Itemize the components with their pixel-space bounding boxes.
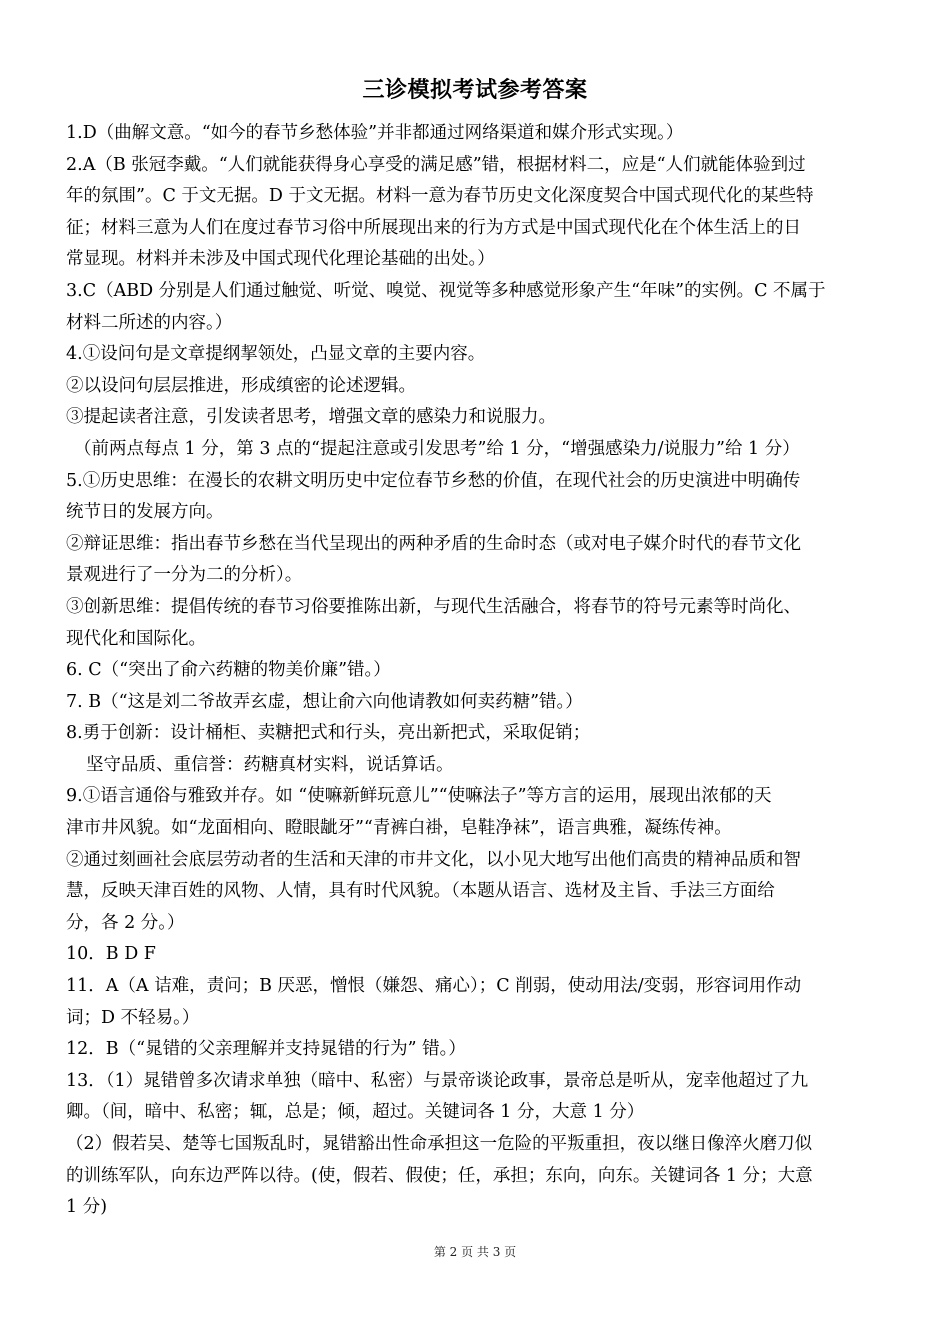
answer-5-line-cont: 统节日的发展方向。 (66, 502, 224, 523)
answer-4-scoring-note: （前两点每点 1 分，第 3 点的“提起注意或引发思考”给 1 分，“增强感染力/说服力”给 1 分） (74, 438, 800, 459)
answer-13-line-cont: 卿。（间，暗中、私密；辄，总是；倾，超过。关键词各 1 分，大意 1 分） (66, 1102, 645, 1123)
answer-3-line-cont: 材料二所述的内容。） (66, 312, 233, 333)
answer-2-line-cont: 年的氛围”。C 于文无据。D 于文无据。材料一意为春节历史文化深度契合中国式现代化的某些特 (66, 186, 814, 207)
answer-2-line: 2.A（B 张冠李戴。“人们就能获得身心享受的满足感”错，根据材料二，应是“人们就能体验到过 (66, 154, 806, 175)
answer-9-point-cont: 分，各 2 分。） (66, 912, 185, 933)
answer-5-point-cont: 景观进行了一分为二的分析）。 (66, 565, 303, 586)
answer-5-point: ③创新思维：提倡传统的春节习俗要推陈出新，与现代生活融合，将春节的符号元素等时尚化、 (66, 596, 801, 617)
answer-4-point: ③提起读者注意，引发读者思考，增强文章的感染力和说服力。 (66, 407, 556, 428)
answer-9-point-cont: 慧，反映天津百姓的风物、人情，具有时代风貌。（本题从语言、选材及主旨、手法三方面给 (66, 881, 775, 902)
answer-4-point: ②以设问句层层推进，形成缜密的论述逻辑。 (66, 375, 416, 396)
answer-9-point: ②通过刻画社会底层劳动者的生活和天津的市井文化，以小见大地写出他们高贵的精神品质和智 (66, 849, 801, 870)
answer-1-line: 1.D（曲解文意。“如今的春节乡愁体验”并非都通过网络渠道和媒介形式实现。） (66, 123, 684, 143)
answer-2-line-cont: 常显现。材料并未涉及中国式现代化理论基础的出处。） (66, 249, 495, 270)
answer-8-line-cont: 坚守品质、重信誉：药糖真材实料，说话算话。 (86, 754, 454, 775)
answer-13-part-2-cont: 的训练军队，向东边严阵以待。(使，假若、假使；任，承担；东向，向东。关键词各 1 分；大意 (66, 1165, 813, 1186)
answer-5-line: 5.①历史思维：在漫长的农耕文明历史中定位春节乡愁的价值，在现代社会的历史演进中明确传 (66, 470, 801, 491)
answer-8-line: 8.勇于创新：设计桶柜、卖糖把式和行头，亮出新把式，采取促销； (66, 723, 591, 744)
answer-5-point: ②辩证思维：指出春节乡愁在当代呈现出的两种矛盾的生命时态（或对电子媒介时代的春节文化 (66, 533, 801, 554)
answer-10-line: 10．B D F (66, 944, 156, 965)
answer-12-line: 12．B（“晁错的父亲理解并支持晁错的行为” 错。） (66, 1039, 466, 1060)
answer-13-part-2: （2）假若吴、楚等七国叛乱时，晁错豁出性命承担这一危险的平叛重担，夜以继日像淬火磨刀似 (66, 1134, 813, 1154)
answer-4-line: 4.①设问句是文章提纲挈领处，凸显文章的主要内容。 (66, 344, 486, 365)
answer-11-line: 11．A（A 诘难，责问；B 厌恶，憎恨（嫌怨、痛心）；C 削弱，使动用法/变弱，形容词用作动 (66, 976, 802, 997)
answer-9-line: 9.①语言通俗与雅致并存。如 “使嘛新鲜玩意儿”“使嘛法子”等方言的运用，展现出浓郁的天 (66, 786, 772, 807)
answer-5-point-cont: 现代化和国际化。 (66, 628, 206, 649)
answer-11-line-cont: 词；D 不轻易。） (66, 1007, 200, 1028)
page-title: 三诊模拟考试参考答案 (362, 78, 588, 103)
answer-3-line: 3.C（ABD 分别是人们通过触觉、听觉、嗅觉、视觉等多种感觉形象产生“年味”的实例。C 不属于 (66, 280, 826, 301)
answer-9-line-cont: 津市井风貌。如“龙面相向、瞪眼龇牙”“青裤白褂，皂鞋净袜”，语言典雅，凝练传神。 (66, 818, 732, 839)
page-number-footer: 第 2 页 共 3 页 (433, 1245, 517, 1259)
answer-13-part-2-cont: 1 分) (66, 1197, 108, 1218)
answer-body (66, 118, 888, 1224)
answer-6-line: 6. C（“突出了俞六药糖的物美价廉”错。） (66, 660, 391, 681)
answer-2-line-cont: 征；材料三意为人们在度过春节习俗中所展现出来的行为方式是中国式现代化在个体生活上的日 (66, 217, 801, 238)
answer-13-line: 13．（1）晁错曾多次请求单独（暗中、私密）与景帝谈论政事，景帝总是听从，宠幸他超过了九 (66, 1070, 809, 1091)
answer-7-line: 7. B（“这是刘二爷故弄玄虚，想让俞六向他请教如何卖药糖”错。） (66, 691, 583, 712)
